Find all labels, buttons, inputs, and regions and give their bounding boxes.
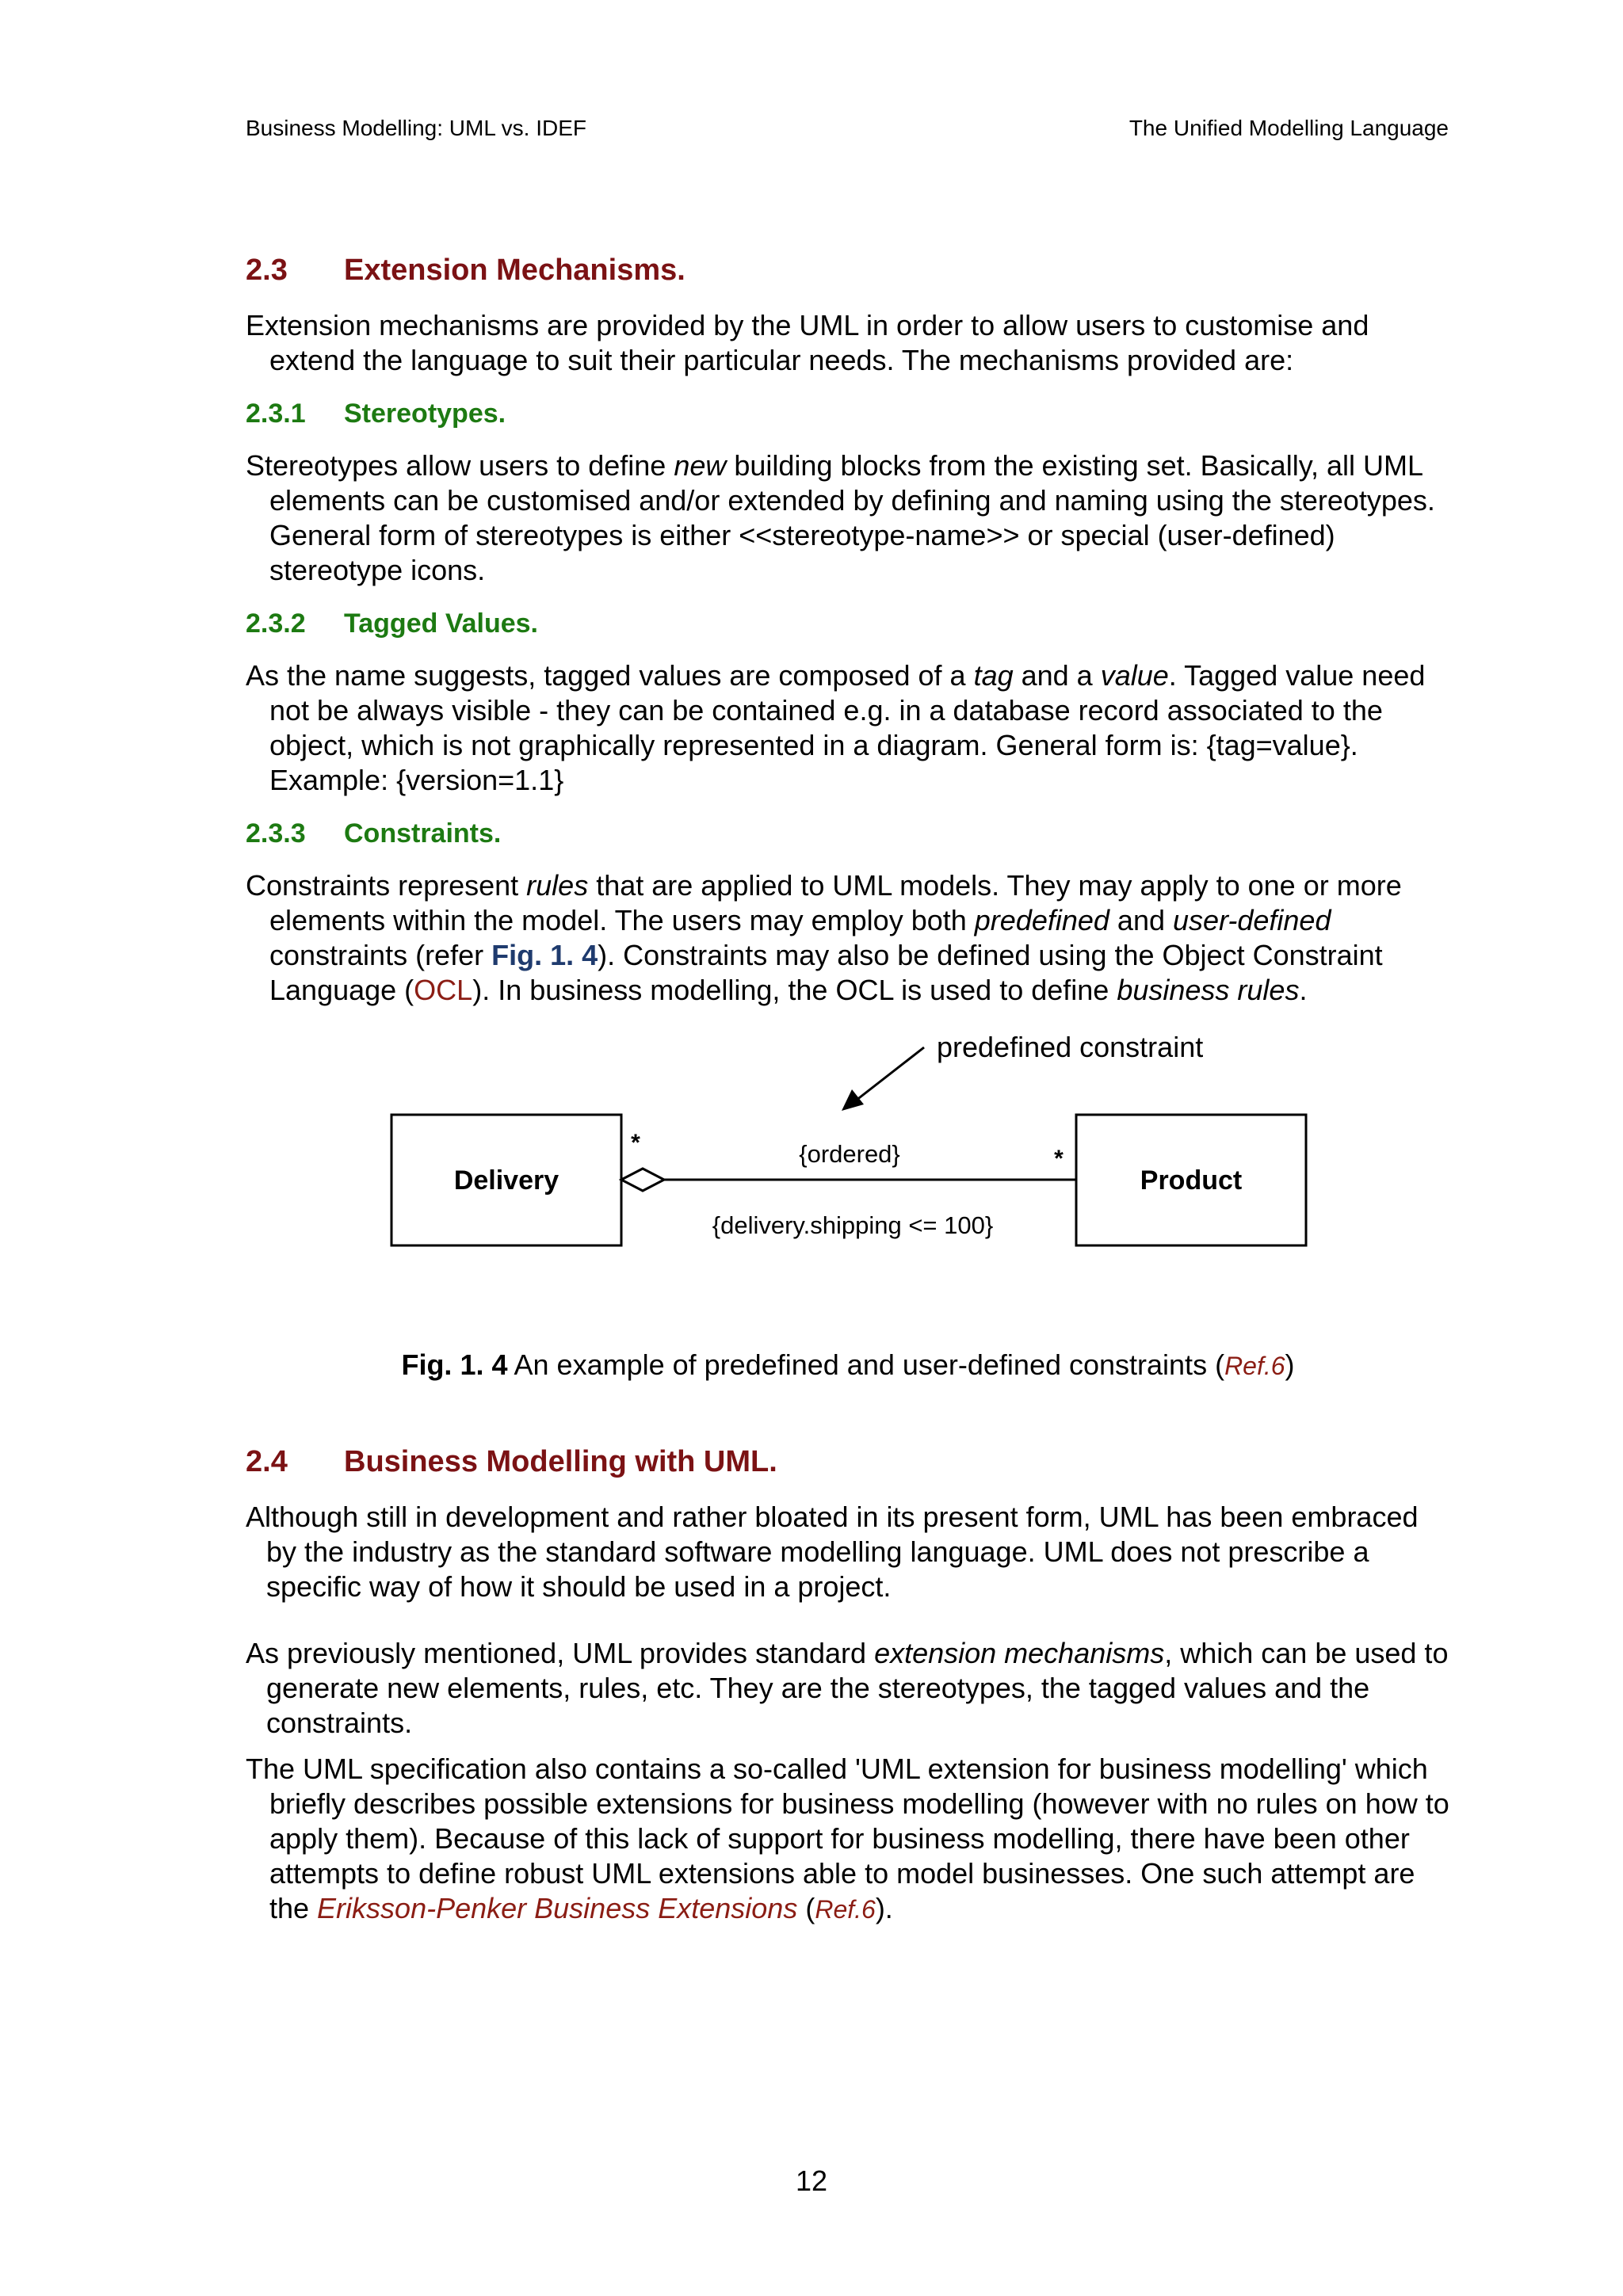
- section-number: 2.3: [246, 254, 288, 287]
- subsection-heading-2-3-1: [246, 399, 1450, 429]
- subsection-title: Tagged Values.: [344, 608, 539, 639]
- ref-link[interactable]: Ref.6: [815, 1895, 876, 1924]
- ocl-link[interactable]: OCL: [414, 974, 473, 1006]
- predefined-constraint-label: {ordered}: [799, 1140, 900, 1168]
- eriksson-penker-link[interactable]: Eriksson-Penker Business Extensions: [317, 1892, 798, 1924]
- left-multiplicity: *: [631, 1130, 640, 1156]
- uml-diagram: [246, 1008, 1450, 1317]
- subsection-title: Constraints.: [344, 818, 502, 849]
- uml-constraint-figure: [246, 1008, 1450, 1317]
- section-heading-2-4: [246, 1445, 1450, 1479]
- paragraph-business-extensions: The UML specification also contains a so-called 'UML extension for business modelling' which briefly describes possible extensions for business modelling (however with no rules on how to apply them). Because of this lack of support for business modelling, there have been other attempts to define robust UML extensions able to model businesses. One such attempt are the Eriksson-Penker Business Extensions (Ref.6).: [246, 1753, 1449, 1924]
- annotation-arrow-line: [856, 1047, 924, 1100]
- figure-caption: Fig. 1. 4 An example of predefined and user-defined constraints (Ref.6): [401, 1348, 1295, 1381]
- paragraph-stereotypes: Stereotypes allow users to define new building blocks from the existing set. Basically, all UML elements can be customised and/or extended by defining and naming using the stereotypes. General form of stereotypes is either <<stereotype-name>> or special (user-defined) stereotype icons.: [246, 449, 1435, 586]
- section-number: 2.4: [246, 1445, 288, 1478]
- subsection-number: 2.3.2: [246, 608, 306, 639]
- paragraph-extension-intro: Extension mechanisms are provided by the UML in order to allow users to customise and extend the language to suit their particular needs. The mechanisms provided are:: [246, 309, 1369, 376]
- delivery-class-name: Delivery: [453, 1165, 559, 1196]
- paragraph-tagged-values: As the name suggests, tagged values are composed of a tag and a value. Tagged value need not be always visible - they can be contained e.g. in a database record associated to the object, which is not graphically represented in a diagram. General form is: {tag=value}. Example: {version=1.1}: [246, 659, 1426, 796]
- product-class-name: Product: [1140, 1165, 1243, 1196]
- running-header-left: Business Modelling: UML vs. IDEF: [246, 116, 586, 140]
- aggregation-diamond: [621, 1169, 664, 1191]
- section-title: Business Modelling with UML.: [344, 1445, 777, 1478]
- section-heading-2-3: [246, 254, 1450, 288]
- page-content: [246, 254, 1450, 1944]
- paragraph-constraints: Constraints represent rules that are applied to UML models. They may apply to one or more elements within the model. The users may employ both predefined and user-defined constraints (refer Fig. 1. 4). Constraints may also be defined using the Object Constraint Language (OCL). In business modelling, the OCL is used to define business rules.: [246, 869, 1402, 1006]
- subsection-number: 2.3.1: [246, 399, 306, 429]
- annotation-arrowhead: [842, 1089, 864, 1111]
- figure-reference-link[interactable]: Fig. 1. 4: [491, 939, 598, 971]
- subsection-title: Stereotypes.: [344, 399, 506, 429]
- section-title: Extension Mechanisms.: [344, 254, 685, 287]
- caption-ref-link[interactable]: Ref.6: [1224, 1352, 1285, 1380]
- subsection-heading-2-3-3: [246, 818, 1450, 849]
- subsection-heading-2-3-2: [246, 608, 1450, 639]
- right-multiplicity: *: [1054, 1146, 1064, 1172]
- subsection-number: 2.3.3: [246, 818, 306, 849]
- running-header-right: The Unified Modelling Language: [1128, 116, 1449, 140]
- page-number: 12: [795, 2164, 828, 2197]
- paragraph-extension-mechanisms: As previously mentioned, UML provides standard extension mechanisms, which can be used to generate new elements, rules, etc. They are the stereotypes, the tagged values and the constraints.: [246, 1637, 1449, 1739]
- paragraph-uml-industry: Although still in development and rather bloated in its present form, UML has been embraced by the industry as the standard software modelling language. UML does not prescribe a specific way of how it should be used in a project.: [246, 1501, 1419, 1603]
- annotation-label: predefined constraint: [937, 1031, 1204, 1063]
- user-defined-constraint-label: {delivery.shipping <= 100}: [712, 1211, 994, 1239]
